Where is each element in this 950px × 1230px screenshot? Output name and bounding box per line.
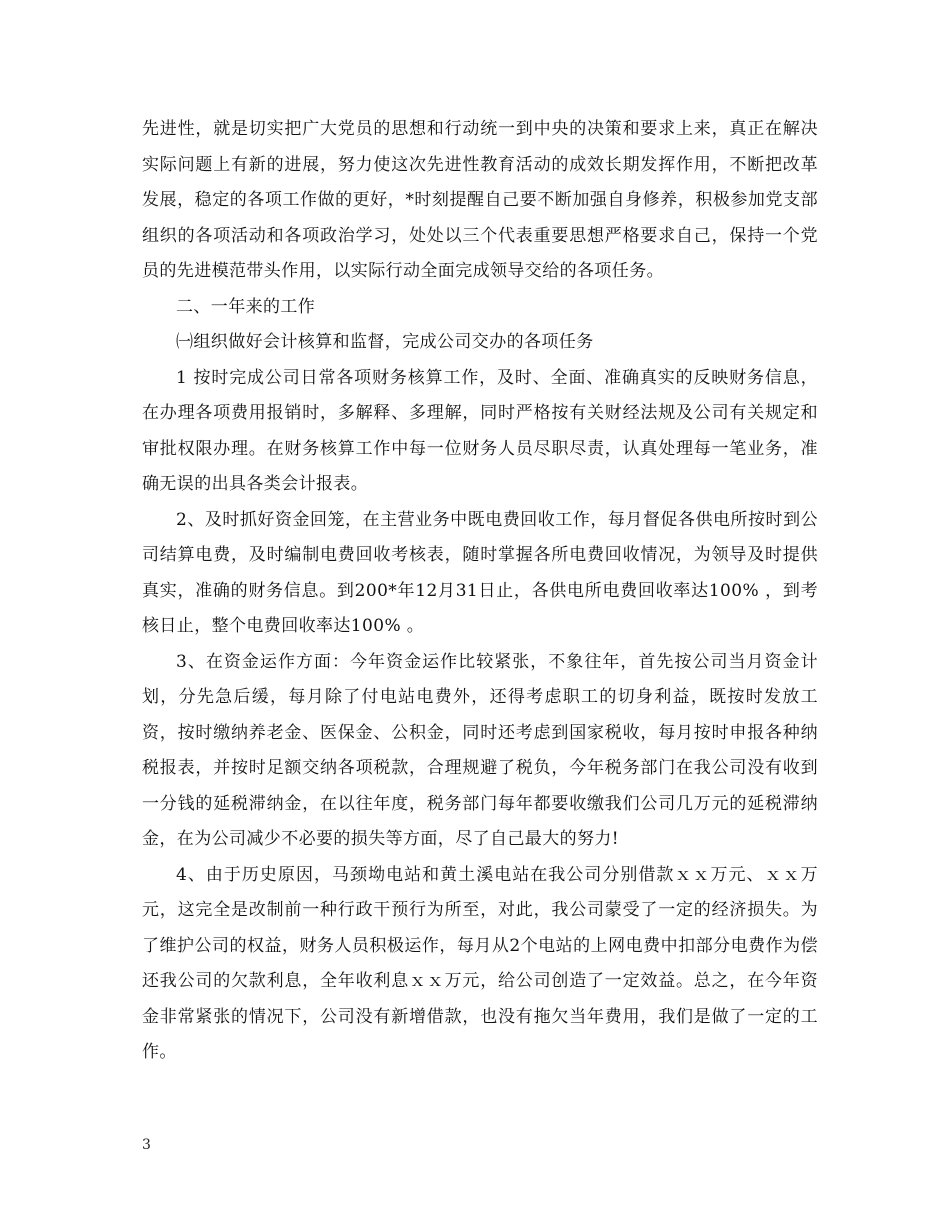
paragraph-continuation: 先进性，就是切实把广大党员的思想和行动统一到中央的决策和要求上来，真正在解决实际问题上有新的进展，努力使这次先进性教育活动的成效长期发挥作用，不断把改革发展，稳定的各项工作做的更好，*时刻提醒自己要不断加强自身修养，积极参加党支部组织的各项活动和各项政治学习，处处以三个代表重要思想严格要求自己，保持一个党员的先进模范带头作用，以实际行动全面完成领导交给的各项任务。 bbox=[142, 119, 818, 281]
page-number: 3 bbox=[142, 1137, 151, 1153]
section-heading: 二、一年来的工作 bbox=[176, 296, 316, 317]
paragraph-item-2: 2、及时抓好资金回笼，在主营业务中既电费回收工作，每月督促各供电所按时到公司结算电费，及时编制电费回收考核表，随时掌握各所电费回收情况，为领导及时提供真实，准确的财务信息。到200*年12月31日止，各供电所电费回收率达100% ，到考核日止，整个电费回收率达100% 。 bbox=[142, 509, 818, 636]
paragraph-item-4: 4、由于历史原因，马颈坳电站和黄土溪电站在我公司分别借款ｘｘ万元、ｘｘ万元，这完全是改制前一种行政干预行为所至，对此，我公司蒙受了一定的经济损失。为了维护公司的权益，财务人员积极运作，每月从2个电站的上网电费中扣部分电费作为偿还我公司的欠款利息，全年收利息ｘｘ万元，给公司创造了一定效益。总之，在今年资金非常紧张的情况下，公司没有新增借款，也没有拖欠当年费用，我们是做了一定的工作。 bbox=[142, 864, 818, 1062]
subsection-heading: ㈠组织做好会计核算和监督，完成公司交办的各项任务 bbox=[176, 332, 594, 352]
paragraph-item-3: 3、在资金运作方面：今年资金运作比较紧张，不象往年，首先按公司当月资金计划，分先急后缓，每月除了付电站电费外，还得考虑职工的切身利益，既按时发放工资，按时缴纳养老金、医保金、公积金，同时还考虑到国家税收，每月按时申报各种纳税报表，并按时足额交纳各项税款，合理规避了税负，今年税务部门在我公司没有收到一分钱的延税滞纳金，在以往年度，税务部门每年都要收缴我们公司几万元的延税滞纳金，在为公司减少不必要的损失等方面，尽了自己最大的努力! bbox=[142, 651, 818, 849]
paragraph-item-1: 1 按时完成公司日常各项财务核算工作，及时、全面、准确真实的反映财务信息，在办理各项费用报销时，多解释、多理解，同时严格按有关财经法规及公司有关规定和审批权限办理。在财务核算工作中每一位财务人员尽职尽责，认真处理每一笔业务，准确无误的出具各类会计报表。 bbox=[142, 367, 818, 494]
document-body bbox=[142, 112, 818, 1071]
